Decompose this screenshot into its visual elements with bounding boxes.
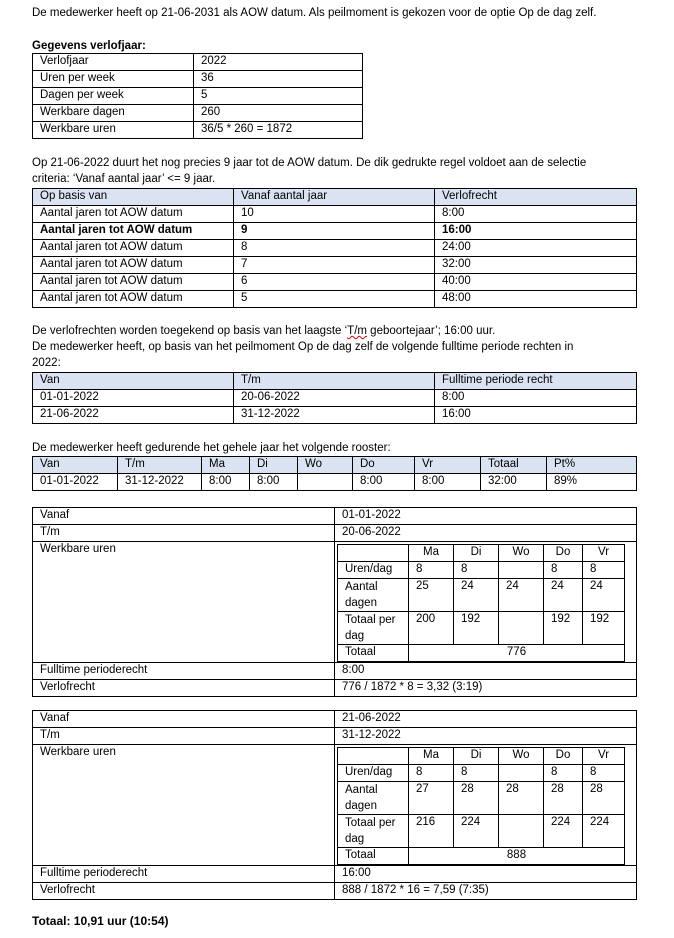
table-cell: 8 [234, 240, 435, 257]
table-cell: 28 [454, 782, 499, 815]
block1-tm: 20-06-2022 [335, 525, 637, 542]
verlofjaar-table [32, 53, 363, 139]
toekenning-text: De verlofrechten worden toegekend op basis van het laagste ‘T/m geboortejaar’; 16:00 uur. [32, 325, 496, 337]
table-cell: 28 [583, 782, 625, 815]
row-label: Uren/dag [338, 562, 409, 579]
totaal-row [338, 645, 625, 662]
table-row [33, 257, 637, 274]
label-tm: T/m [33, 525, 335, 542]
block1-werkbare-uren-cell [335, 542, 637, 663]
table-cell: 31-12-2022 [118, 474, 202, 491]
table-row [33, 54, 363, 71]
row-value: 2022 [194, 54, 363, 71]
table-row [33, 122, 363, 139]
table-cell: 7 [234, 257, 435, 274]
table-cell [499, 612, 544, 645]
table-row [33, 206, 637, 223]
table-cell: 24 [544, 579, 583, 612]
corner-cell [338, 748, 409, 765]
row-label: Uren/dag [338, 765, 409, 782]
row-label: Totaal [338, 848, 409, 865]
table-cell: 32:00 [435, 257, 637, 274]
aantal-dagen-row [338, 579, 625, 612]
table-cell: 16:00 [435, 407, 637, 424]
table-cell: 8:00 [353, 474, 415, 491]
day-header: Vr [583, 545, 625, 562]
table-cell: 8 [544, 562, 583, 579]
row-label: Dagen per week [33, 88, 194, 105]
column-header: Vanaf aantal jaar [234, 189, 435, 206]
table-cell: 9 [234, 223, 435, 240]
table-cell: 192 [454, 612, 499, 645]
table-row [33, 474, 637, 491]
row-value: 36 [194, 71, 363, 88]
table-cell: Aantal jaren tot AOW datum [33, 291, 234, 308]
label-werkbare-uren: Werkbare uren [33, 745, 335, 866]
row-value: 260 [194, 105, 363, 122]
block2-inner-table [337, 747, 625, 865]
table-cell: Aantal jaren tot AOW datum [33, 274, 234, 291]
table-cell: 8 [583, 562, 625, 579]
table-header-row [33, 373, 637, 390]
block2-verlofrecht: 888 / 1872 * 16 = 7,59 (7:35) [335, 883, 637, 900]
table-cell: 5 [234, 291, 435, 308]
table-cell: Aantal jaren tot AOW datum [33, 240, 234, 257]
table-cell: 24:00 [435, 240, 637, 257]
label-fulltime: Fulltime perioderecht [33, 663, 335, 680]
table-cell [298, 474, 353, 491]
table-cell: 192 [544, 612, 583, 645]
aow-table [32, 188, 637, 308]
table-cell: Aantal jaren tot AOW datum [33, 257, 234, 274]
column-header: Do [353, 457, 415, 474]
table-cell: 8 [544, 765, 583, 782]
day-header: Do [544, 748, 583, 765]
intro-text: De medewerker heeft op 21-06-2031 als AOW datum. Als peilmoment is gekozen voor de optie Op de dag zelf. [32, 7, 597, 19]
table-row [33, 390, 637, 407]
aantal-dagen-row [338, 782, 625, 815]
table-cell: 8:00 [250, 474, 298, 491]
totaal-per-dag-row [338, 612, 625, 645]
row-label: Totaal per dag [338, 612, 409, 645]
row-label: Aantal dagen [338, 782, 409, 815]
table-cell: 216 [409, 815, 454, 848]
row-label: Totaal [338, 645, 409, 662]
uren-dag-row [338, 562, 625, 579]
column-header: Vr [415, 457, 481, 474]
table-cell: 16:00 [435, 223, 637, 240]
table-row [33, 105, 363, 122]
table-cell: 192 [583, 612, 625, 645]
column-header: Pt% [547, 457, 637, 474]
inner-header-row [338, 748, 625, 765]
table-cell: 24 [583, 579, 625, 612]
aow-text-line-1: Op 21-06-2022 duurt het nog precies 9 jaar tot de AOW datum. De dik gedrukte regel voldoet aan de selectie [32, 157, 587, 169]
table-cell: 01-01-2022 [33, 474, 118, 491]
table-cell: Aantal jaren tot AOW datum [33, 206, 234, 223]
label-verlofrecht: Verlofrecht [33, 680, 335, 697]
label-fulltime: Fulltime perioderecht [33, 866, 335, 883]
table-cell: 10 [234, 206, 435, 223]
label-verlofrecht: Verlofrecht [33, 883, 335, 900]
verlofjaar-heading: Gegevens verlofjaar: [32, 40, 146, 52]
column-header: T/m [118, 457, 202, 474]
spelling-underline: T/m [347, 325, 367, 337]
day-header: Vr [583, 748, 625, 765]
table-cell: 32:00 [481, 474, 547, 491]
row-label: Verlofjaar [33, 54, 194, 71]
periode-table [32, 372, 637, 424]
column-header: Di [250, 457, 298, 474]
table-cell [499, 815, 544, 848]
row-value: 36/5 * 260 = 1872 [194, 122, 363, 139]
table-cell: 8:00 [435, 206, 637, 223]
table-row [33, 88, 363, 105]
rooster-text: De medewerker heeft gedurende het gehele jaar het volgende rooster: [32, 442, 391, 454]
totaal-row [338, 848, 625, 865]
table-cell: 8 [454, 562, 499, 579]
table-cell: 24 [454, 579, 499, 612]
selected-row [33, 223, 637, 240]
table-cell: 28 [499, 782, 544, 815]
corner-cell [338, 545, 409, 562]
table-cell: 27 [409, 782, 454, 815]
row-label: Werkbare uren [33, 122, 194, 139]
table-cell: 20-06-2022 [234, 390, 435, 407]
column-header: Verlofrecht [435, 189, 637, 206]
column-header: Op basis van [33, 189, 234, 206]
table-cell: 25 [409, 579, 454, 612]
block2-fulltime: 16:00 [335, 866, 637, 883]
block1-verlofrecht: 776 / 1872 * 8 = 3,32 (3:19) [335, 680, 637, 697]
label-tm: T/m [33, 728, 335, 745]
block1-vanaf: 01-01-2022 [335, 508, 637, 525]
row-label: Aantal dagen [338, 579, 409, 612]
table-header-row [33, 189, 637, 206]
table-cell: Aantal jaren tot AOW datum [33, 223, 234, 240]
column-header: Van [33, 373, 234, 390]
table-cell: 6 [234, 274, 435, 291]
day-header: Ma [409, 748, 454, 765]
table-row [33, 407, 637, 424]
table-cell: 21-06-2022 [33, 407, 234, 424]
day-header: Do [544, 545, 583, 562]
row-label: Uren per week [33, 71, 194, 88]
table-cell: 224 [544, 815, 583, 848]
day-header: Wo [499, 748, 544, 765]
block2-vanaf: 21-06-2022 [335, 711, 637, 728]
table-cell: 01-01-2022 [33, 390, 234, 407]
table-cell [499, 562, 544, 579]
table-header-row [33, 457, 637, 474]
label-vanaf: Vanaf [33, 508, 335, 525]
table-cell: 89% [547, 474, 637, 491]
label-werkbare-uren: Werkbare uren [33, 542, 335, 663]
table-cell: 8 [409, 765, 454, 782]
totaal-line: Totaal: 10,91 uur (10:54) [32, 914, 169, 928]
day-header: Wo [499, 545, 544, 562]
row-value: 5 [194, 88, 363, 105]
table-row [33, 291, 637, 308]
periode-block-1 [32, 507, 637, 697]
label-vanaf: Vanaf [33, 711, 335, 728]
table-cell: 8 [454, 765, 499, 782]
table-cell: 31-12-2022 [234, 407, 435, 424]
totaal-value: 776 [409, 645, 625, 662]
block1-inner-table [337, 544, 625, 662]
rooster-table [32, 456, 637, 491]
table-cell: 8 [583, 765, 625, 782]
table-cell: 200 [409, 612, 454, 645]
table-cell: 40:00 [435, 274, 637, 291]
totaal-per-dag-row [338, 815, 625, 848]
row-label: Totaal per dag [338, 815, 409, 848]
table-cell: 224 [454, 815, 499, 848]
table-cell: 8:00 [415, 474, 481, 491]
day-header: Di [454, 748, 499, 765]
periode-text-line-1: De medewerker heeft, op basis van het peilmoment Op de dag zelf de volgende fulltime periode rechten in [32, 341, 574, 353]
column-header: Wo [298, 457, 353, 474]
table-cell: 8:00 [202, 474, 250, 491]
table-cell: 24 [499, 579, 544, 612]
day-header: Ma [409, 545, 454, 562]
table-row [33, 71, 363, 88]
aow-text-line-2: criteria: ‘Vanaf aantal jaar’ <= 9 jaar. [32, 173, 216, 185]
table-cell: 28 [544, 782, 583, 815]
table-cell: 48:00 [435, 291, 637, 308]
column-header: T/m [234, 373, 435, 390]
table-cell [499, 765, 544, 782]
table-cell: 8:00 [435, 390, 637, 407]
block2-werkbare-uren-cell [335, 745, 637, 866]
periode-text-line-2: 2022: [32, 357, 61, 369]
table-row [33, 274, 637, 291]
table-cell: 224 [583, 815, 625, 848]
table-row [33, 240, 637, 257]
column-header: Fulltime periode recht [435, 373, 637, 390]
row-label: Werkbare dagen [33, 105, 194, 122]
column-header: Van [33, 457, 118, 474]
uren-dag-row [338, 765, 625, 782]
periode-block-2 [32, 710, 637, 900]
column-header: Totaal [481, 457, 547, 474]
inner-header-row [338, 545, 625, 562]
table-cell: 8 [409, 562, 454, 579]
block1-fulltime: 8:00 [335, 663, 637, 680]
column-header: Ma [202, 457, 250, 474]
day-header: Di [454, 545, 499, 562]
totaal-value: 888 [409, 848, 625, 865]
block2-tm: 31-12-2022 [335, 728, 637, 745]
